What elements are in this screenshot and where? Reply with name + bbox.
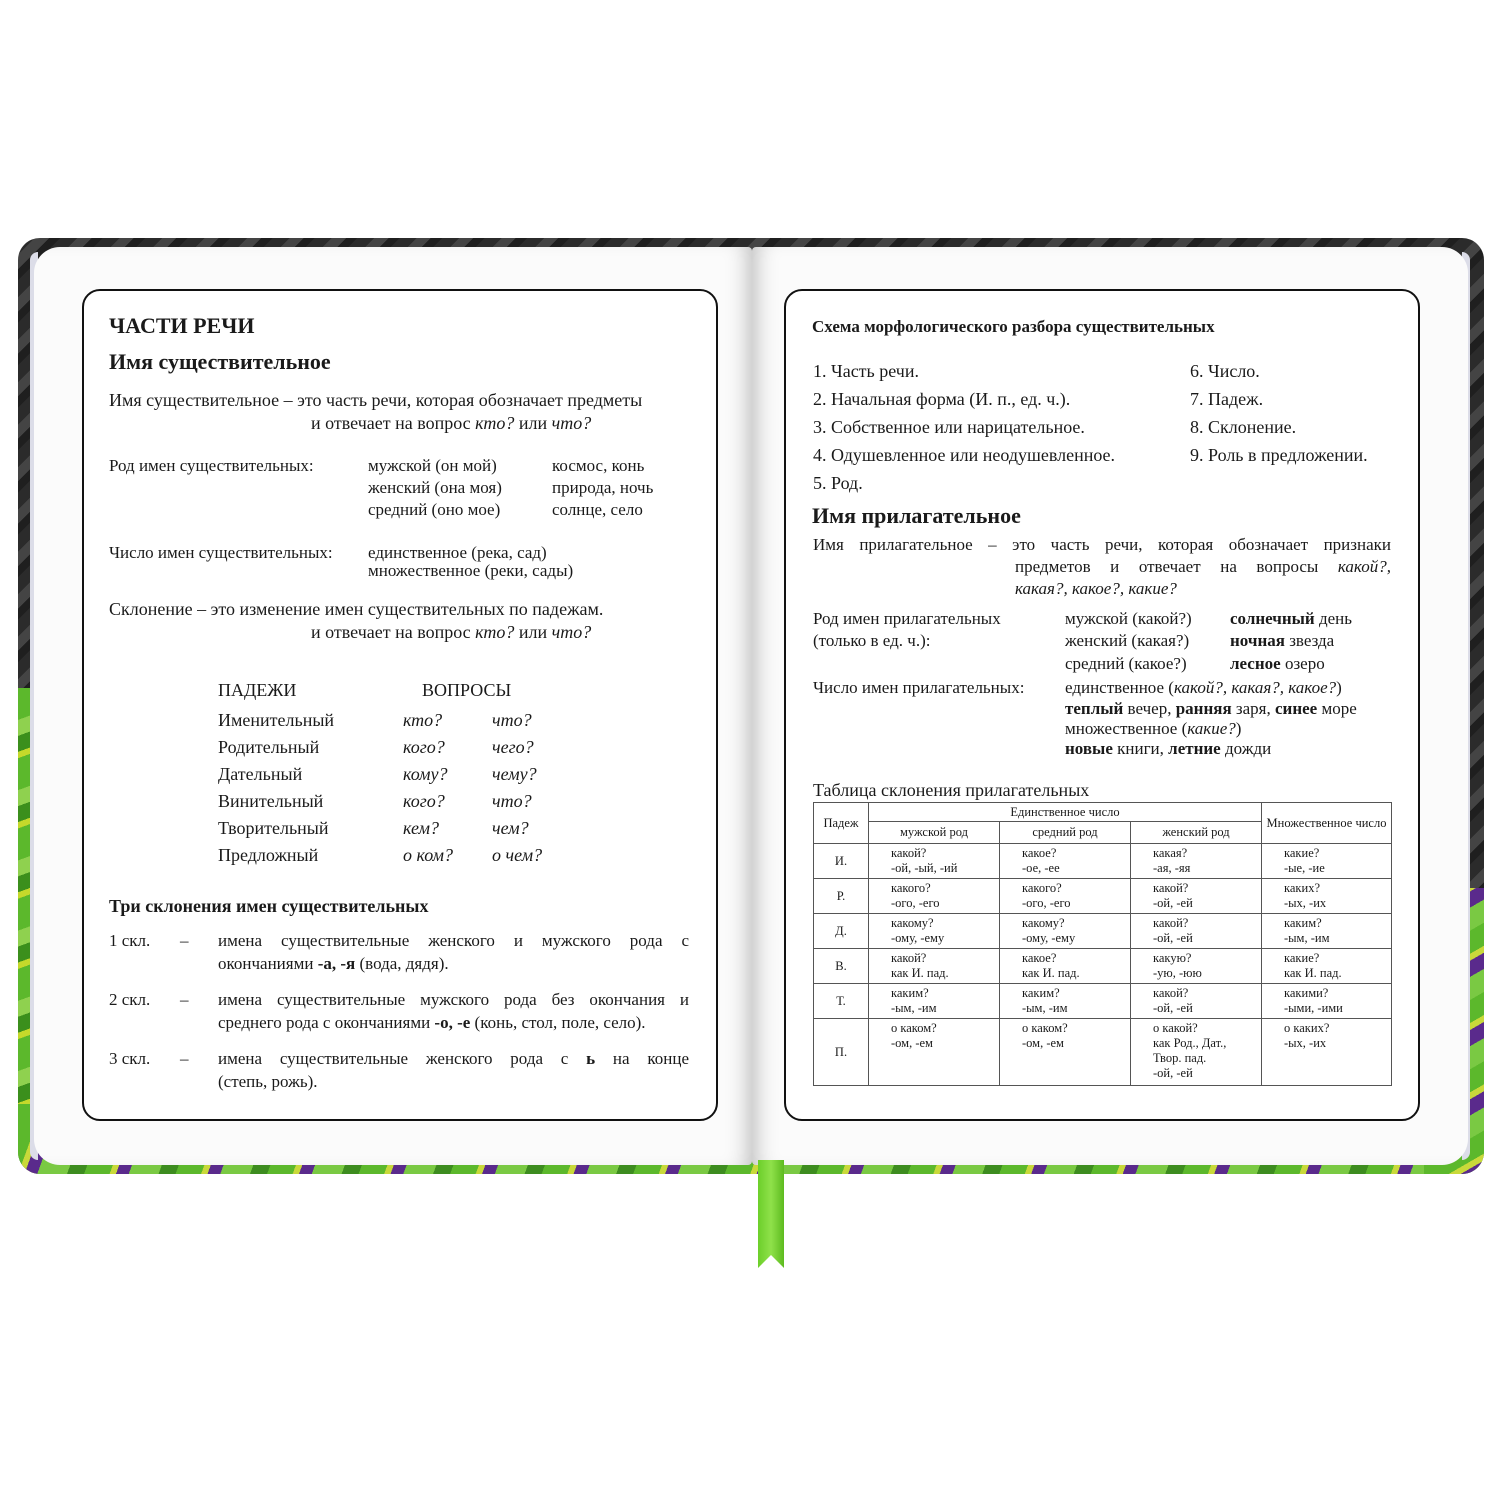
adjective-definition-line1: Имя прилагательное – это часть речи, которая обозначает признаки [813, 535, 1391, 554]
case-question-inanimate: что? [492, 710, 532, 730]
cell-plural: какими? -ыми, -ими [1262, 984, 1392, 1019]
header-neuter: средний род [1000, 822, 1131, 844]
adjective-declension-table [813, 802, 1392, 1086]
declension-1-line1: имена существительные женского и мужского рода с [218, 931, 689, 950]
header-feminine: женский род [1131, 822, 1262, 844]
table-row [814, 1019, 1392, 1086]
cell-plural: каких? -ых, -их [1262, 879, 1392, 914]
case-question-inanimate: чему? [492, 764, 537, 784]
case-question-animate: кого? [403, 737, 445, 757]
case-question-animate: кого? [403, 791, 445, 811]
cell-masc: каким? -ым, -им [869, 984, 1000, 1019]
cell-neut: какое? -ое, -ее [1000, 844, 1131, 879]
cell-neut: каким? -ым, -им [1000, 984, 1131, 1019]
cell-plural: какие? -ые, -ие [1262, 844, 1392, 879]
morph-step: 6. Число. [1190, 361, 1260, 381]
noun-gender-label: Род имен существительных: [109, 456, 314, 475]
table-row [814, 879, 1392, 914]
declension-1-line2: окончаниями -а, -я (вода, дядя). [218, 954, 449, 973]
table-row [814, 949, 1392, 984]
table-row [814, 844, 1392, 879]
adjective-definition-line2: предметов и отвечает на вопросы какой?, [1015, 557, 1391, 576]
cell-neut: какое? как И. пад. [1000, 949, 1131, 984]
cell-plural: какие? как И. пад. [1262, 949, 1392, 984]
cell-masc: о каком? -ом, -ем [869, 1019, 1000, 1086]
case-question-inanimate: о чем? [492, 845, 543, 865]
cell-fem: какая? -ая, -яя [1131, 844, 1262, 879]
morph-step: 3. Собственное или нарицательное. [813, 417, 1085, 437]
bookmark-ribbon[interactable] [758, 1160, 784, 1268]
adjective-definition-line3: какая?, какое?, какие? [1015, 579, 1177, 598]
case-name: Родительный [218, 737, 320, 757]
declension-1-label: 1 скл. [109, 931, 151, 950]
cell-masc: какой? как И. пад. [869, 949, 1000, 984]
noun-heading: Имя существительное [109, 349, 331, 374]
questions-header: ВОПРОСЫ [422, 680, 512, 700]
declension-3-label: 3 скл. [109, 1049, 151, 1068]
number-form-plural: множественное (реки, сады) [368, 561, 574, 580]
declension-2-label: 2 скл. [109, 990, 151, 1009]
cell-fem: о какой? как Род., Дат., Твор. пад. -ой, -ей [1131, 1019, 1262, 1086]
adj-number-singular-examples: теплый вечер, ранняя заря, синее море [1065, 699, 1357, 718]
header-masculine: мужской род [869, 822, 1000, 844]
gender-form-neut: средний (оно мое) [368, 500, 501, 519]
gender-example-masc: космос, конь [552, 456, 645, 475]
page-title: ЧАСТИ РЕЧИ [109, 313, 255, 338]
morph-step: 8. Склонение. [1190, 417, 1297, 437]
row-case: Р. [814, 879, 869, 914]
case-question-inanimate: чем? [492, 818, 529, 838]
gender-form-fem: женский (она моя) [368, 478, 502, 497]
declension-3-dash: – [180, 1049, 189, 1068]
row-case: Д. [814, 914, 869, 949]
cell-fem: какой? -ой, -ей [1131, 984, 1262, 1019]
row-case: И. [814, 844, 869, 879]
adj-gender-example-fem: ночная звезда [1230, 631, 1335, 650]
cell-masc: какого? -ого, -его [869, 879, 1000, 914]
adj-number-plural-examples: новые книги, летние дожди [1065, 739, 1272, 758]
cell-neut: какого? -ого, -его [1000, 879, 1131, 914]
table-row [814, 914, 1392, 949]
case-question-animate: кто? [403, 710, 443, 730]
declension-table-title: Таблица склонения прилагательных [813, 780, 1090, 800]
noun-number-label: Число имен существительных: [109, 543, 333, 562]
morph-step: 4. Одушевленное или неодушевленное. [813, 445, 1116, 465]
cell-masc: какой? -ой, -ый, -ий [869, 844, 1000, 879]
declension-1-dash: – [180, 931, 189, 950]
table-header-row [814, 803, 1392, 822]
gender-form-masc: мужской (он мой) [368, 456, 497, 475]
case-question-animate: кем? [403, 818, 439, 838]
number-form-singular: единственное (река, сад) [368, 543, 547, 562]
adj-gender-example-masc: солнечный день [1230, 609, 1353, 628]
adj-number-plural: множественное (какие?) [1065, 719, 1242, 738]
case-name: Винительный [218, 791, 324, 811]
adj-gender-form-masc: мужской (какой?) [1065, 609, 1192, 628]
adj-gender-form-fem: женский (какая?) [1065, 631, 1190, 650]
cell-plural: о каких? -ых, -их [1262, 1019, 1392, 1086]
noun-definition-line2: и отвечает на вопрос кто? или что? [311, 413, 592, 433]
cell-fem: какой? -ой, -ей [1131, 914, 1262, 949]
case-question-animate: кому? [403, 764, 448, 784]
cell-neut: какому? -ому, -ему [1000, 914, 1131, 949]
gender-example-fem: природа, ночь [552, 478, 654, 497]
declension-definition-line2: и отвечает на вопрос кто? или что? [311, 622, 592, 642]
morph-step: 5. Род. [813, 473, 863, 493]
case-name: Предложный [218, 845, 319, 865]
declension-3-line2: (степь, рожь). [218, 1072, 318, 1091]
header-plural: Множественное число [1262, 803, 1392, 844]
adj-gender-label-line2: (только в ед. ч.): [813, 631, 931, 650]
morph-step: 1. Часть речи. [813, 361, 919, 381]
adjective-heading: Имя прилагательное [812, 503, 1021, 528]
cell-fem: какой? -ой, -ей [1131, 879, 1262, 914]
case-name: Творительный [218, 818, 329, 838]
adj-gender-example-neut: лесное озеро [1230, 654, 1325, 673]
declension-2-dash: – [180, 990, 189, 1009]
cell-masc: какому? -ому, -ему [869, 914, 1000, 949]
cell-fem: какую? -ую, -юю [1131, 949, 1262, 984]
case-name: Дательный [218, 764, 303, 784]
cell-neut: о каком? -ом, -ем [1000, 1019, 1131, 1086]
morph-step: 7. Падеж. [1190, 389, 1264, 409]
adj-number-label: Число имен прилагательных: [813, 678, 1025, 697]
declension-2-line2: среднего рода с окончаниями -о, -е (конь, стол, поле, село). [218, 1013, 646, 1032]
row-case: В. [814, 949, 869, 984]
cell-plural: каким? -ым, -им [1262, 914, 1392, 949]
row-case: П. [814, 1019, 869, 1086]
morph-step: 2. Начальная форма (И. п., ед. ч.). [813, 389, 1071, 409]
declension-2-line1: имена существительные мужского рода без окончания и [218, 990, 689, 1009]
case-question-inanimate: что? [492, 791, 532, 811]
three-declensions-heading: Три склонения имен существительных [109, 896, 429, 916]
case-question-inanimate: чего? [492, 737, 534, 757]
case-question-animate: о ком? [403, 845, 454, 865]
morph-step: 9. Роль в предложении. [1190, 445, 1368, 465]
gender-example-neut: солнце, село [552, 500, 643, 519]
cases-header: ПАДЕЖИ [218, 680, 297, 700]
table-row [814, 984, 1392, 1019]
adj-gender-label-line1: Род имен прилагательных [813, 609, 1001, 628]
adj-gender-form-neut: средний (какое?) [1065, 654, 1187, 673]
case-name: Именительный [218, 710, 335, 730]
noun-definition-line1: Имя существительное – это часть речи, которая обозначает предметы [109, 390, 643, 410]
declension-definition-line1: Склонение – это изменение имен существительных по падежам. [109, 599, 604, 619]
header-case: Падеж [814, 803, 869, 844]
header-singular: Единственное число [869, 803, 1262, 822]
morph-analysis-heading: Схема морфологического разбора существительных [812, 317, 1215, 336]
row-case: Т. [814, 984, 869, 1019]
declension-3-line1: имена существительные женского рода с ь на конце [218, 1049, 689, 1068]
adj-number-singular: единственное (какой?, какая?, какое?) [1065, 678, 1342, 697]
